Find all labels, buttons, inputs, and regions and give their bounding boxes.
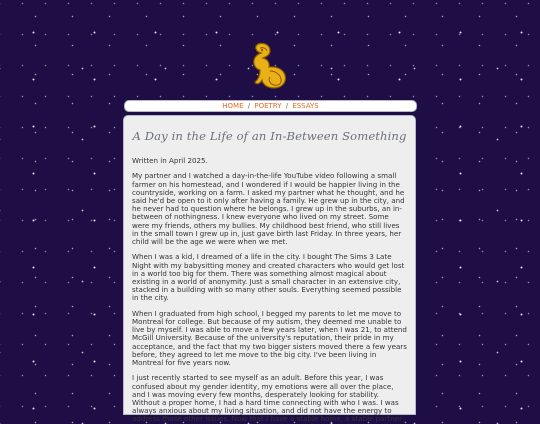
nav-separator: / — [285, 102, 289, 110]
article-paragraph: My partner and I watched a day-in-the-life YouTube video following a small farmer on his homestead, and I wondered if I would be happier living in the countryside, working on a farm. I asked my partner what he thought, and he said he'd be open to it only after having a family. He grew up in the city, and he never had to question where he belongs. I grew up in the suburbs, an in-between of nothingness. I knew everyone who lived on my street. Some were my friends, others my bullies. My childhood best friend, who still lives in the small town I grew up in, just gave birth last Friday. In three years, her child will be the age we were when we met. — [132, 171, 405, 247]
nav-poetry-link[interactable]: POETRY — [254, 102, 282, 110]
site-logo[interactable] — [246, 40, 294, 92]
nav-home-link[interactable]: HOME — [222, 102, 244, 110]
article-date-line: Written in April 2025. — [132, 156, 208, 165]
article-paragraph: I just recently started to see myself as an adult. Before this year, I was confused about my gender identity, my emotions were all over the place, and I was moving every few months, desperately looking for stability. Without a proper home, I had a hard time connecting with who I was. I was always anxious about my living situation, and did not have the energy to address those other issues. Now that I have a stable home, a stable partner, — [132, 373, 405, 424]
gold-figure-logo-icon — [246, 40, 294, 92]
article-panel — [123, 115, 416, 424]
article-paragraph: When I graduated from high school, I begged my parents to let me move to Montreal for college. But because of my autism, they deemed me unable to live by myself. I was able to move a few years later, when I was 21, to attend McGill University. Because of the university's reputation, their pride in my acceptance, and the fact that my two bigger sisters moved there a few years before, they agreed to let me move to the big city. I've been living in Montreal for five years now. — [132, 308, 407, 368]
article-title: A Day in the Life of an In-Between Something — [132, 129, 407, 143]
top-navigation — [124, 100, 417, 112]
nav-essays-link[interactable]: ESSAYS — [292, 102, 319, 110]
article-paragraph: When I was a kid, I dreamed of a life in the city. I bought The Sims 3 Late Night with my babysitting money and created characters who would get lost in a world too big for them. There was something almost magical about existing in a world of anonymity. Just a small character in an extensive city, stacked in a building with so many other souls. Everything seemed possible in the city. — [132, 252, 405, 303]
nav-separator: / — [247, 102, 251, 110]
